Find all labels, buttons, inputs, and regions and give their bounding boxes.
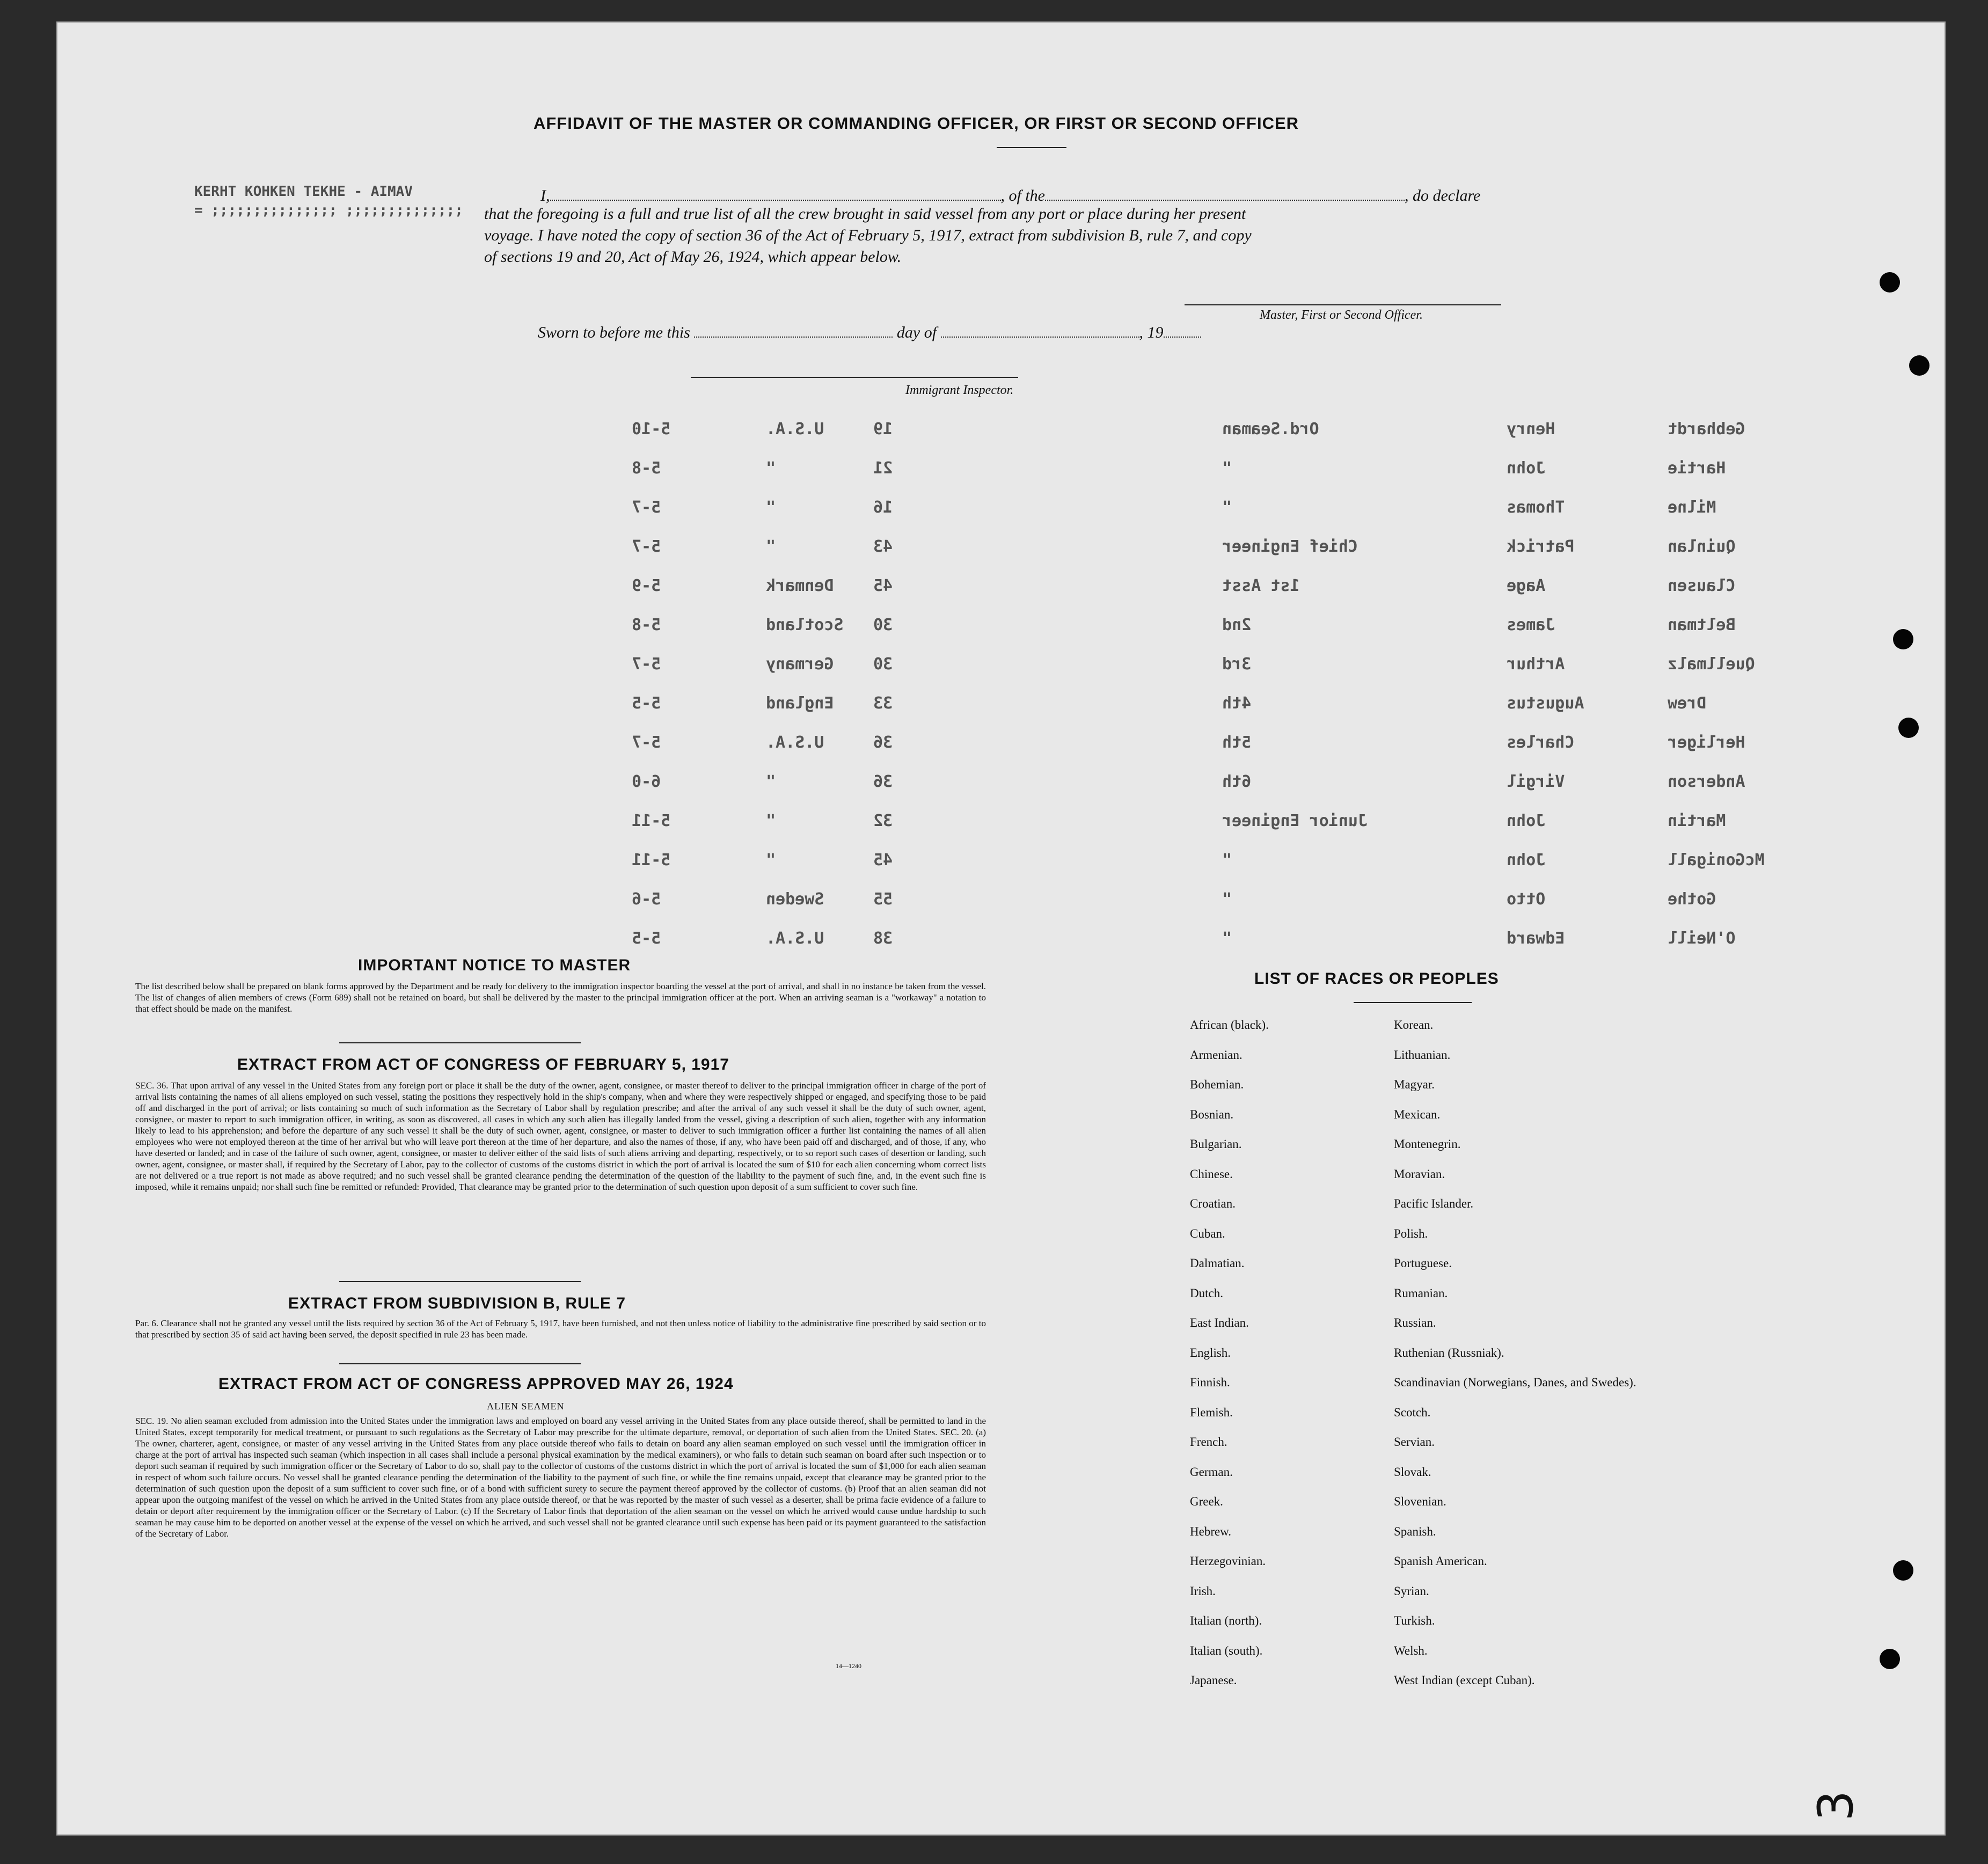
crew-cell-given: John	[1507, 851, 1546, 869]
crew-cell-position: "	[1222, 851, 1232, 869]
crew-cell-surname: Drew	[1668, 694, 1707, 713]
crew-cell-surname: Beltman	[1668, 616, 1736, 634]
race-item: Welsh.	[1394, 1643, 1428, 1657]
crew-cell-surname: McGonigall	[1668, 851, 1765, 869]
race-item: Turkish.	[1394, 1614, 1435, 1627]
crew-cell-age: 43	[873, 537, 893, 556]
crew-cell-surname: Quellmalz	[1668, 655, 1755, 674]
crew-cell-height: 6-0	[632, 772, 661, 791]
left-stamp-1: KERHT KOHKEN TEKHE - AIMAV	[194, 184, 413, 200]
crew-cell-age: 32	[873, 812, 893, 830]
race-item: Croatian.	[1190, 1197, 1236, 1210]
crew-cell-surname: Herliger	[1668, 733, 1745, 752]
crew-cell-age: 38	[873, 929, 893, 948]
crew-cell-height: 5-10	[632, 420, 671, 438]
race-item: Italian (north).	[1190, 1614, 1262, 1627]
extract-1924-heading: EXTRACT FROM ACT OF CONGRESS APPROVED MAY 26, 1924	[218, 1375, 734, 1393]
crew-list-bleedthrough	[57, 23, 1945, 1834]
crew-cell-age: 36	[873, 772, 893, 791]
affidavit-line3: voyage. I have noted the copy of section 36 of the Act of February 5, 1917, extract from subdivision B, rule 7, and copy	[484, 226, 1252, 244]
crew-cell-age: 36	[873, 733, 893, 752]
sworn-prefix: Sworn to before me this	[538, 324, 690, 341]
crew-cell-nationality: U.S.A.	[766, 420, 824, 438]
race-item: Polish.	[1394, 1226, 1428, 1240]
crew-cell-position: Ord.Seaman	[1222, 420, 1319, 438]
crew-cell-nationality: England	[766, 694, 834, 713]
crew-cell-given: John	[1507, 812, 1546, 830]
race-item: Bohemian.	[1190, 1078, 1244, 1091]
crew-cell-nationality: "	[766, 498, 776, 517]
race-item: Herzegovinian.	[1190, 1554, 1266, 1568]
crew-cell-given: Henry	[1507, 420, 1555, 438]
affidavit-declare: , do declare	[1405, 187, 1481, 204]
crew-cell-surname: Milne	[1668, 498, 1716, 517]
crew-cell-position: 3rd	[1222, 655, 1252, 674]
race-item: Portuguese.	[1394, 1256, 1452, 1270]
affidavit-i: I,	[540, 187, 550, 204]
race-item: Rumanian.	[1394, 1286, 1448, 1300]
form-number: 14—1240	[836, 1662, 861, 1670]
sworn-year: , 19	[1139, 324, 1164, 341]
extract-1924-subheading: ALIEN SEAMEN	[487, 1401, 565, 1412]
crew-cell-nationality: Sweden	[766, 890, 824, 909]
crew-cell-position: 4th	[1222, 694, 1252, 713]
crew-cell-nationality: U.S.A.	[766, 929, 824, 948]
race-item: Bulgarian.	[1190, 1137, 1242, 1151]
extract-1924-body: SEC. 19. No alien seaman excluded from admission into the United States under the immigration laws and employed on board any vessel arriving in the United States from any place outside thereof, shall be permitted to land in the United States, except temporarily for medical treatment, or pursuant to such regulations as the Secretary of Labor may prescribe for the ultimate departure, removal, or deportation of such alien from the United States. SEC. 20. (a) The owner, charterer, agent, consignee, or master of any vessel arriving in the United States from any place outside thereof who fails to detain on board any alien seaman employed on such vessel until the immigration officer in charge at the port of arrival has inspected such seaman (which inspection in all cases shall include a personal physical examination by the medical examiners), or who fails to detain such seaman on board after such inspection or to deport such seaman if required by such immigration officer or the Secretary of Labor to do so, shall pay to the collector of customs of the customs district in which the port of arrival is located the sum of $1,000 for each alien seaman in respect of whom such failure occurs. No vessel shall be granted clearance pending the determination of the liability to the payment of such fine, or while the fine remains unpaid, except that clearance may be granted prior to the determination of such question upon the deposit of a sum sufficient to cover such fine, or of a bond with sufficient surety to secure the payment thereof approved by the collector of customs. (b) Proof that an alien seaman did not appear upon the outgoing manifest of the vessel on which he arrived in the United States from any place outside thereof, or that he was reported by the master of such vessel as a deserter, shall be prima facie evidence of a failure to detain or deport after requirement by the immigration officer or the Secretary of Labor. (c) If the Secretary of Labor finds that deportation of the alien seaman on the vessel on which he arrived would cause undue hardship to such seaman he may cause him to be deported on another vessel at the expense of the vessel on which he arrived, and such vessel shall not be granted clearance until such expense has been paid or its payment guaranteed to the satisfaction of the Secretary of Labor.	[135, 1416, 986, 1539]
race-item: Magyar.	[1394, 1078, 1435, 1091]
crew-cell-position: "	[1222, 459, 1232, 478]
crew-cell-given: Virgil	[1507, 772, 1565, 791]
race-item: Slovenian.	[1394, 1495, 1446, 1508]
race-item: Greek.	[1190, 1495, 1223, 1508]
rule7-heading: EXTRACT FROM SUBDIVISION B, RULE 7	[288, 1295, 626, 1312]
crew-cell-position: 5th	[1222, 733, 1252, 752]
race-item: Armenian.	[1190, 1048, 1242, 1062]
crew-cell-given: John	[1507, 459, 1546, 478]
crew-cell-surname: O'Neill	[1668, 929, 1736, 948]
race-item: Scandinavian (Norwegians, Danes, and Swedes).	[1394, 1376, 1636, 1389]
punch-hole	[1898, 718, 1919, 738]
crew-cell-height: 5-11	[632, 851, 671, 869]
crew-cell-age: 45	[873, 576, 893, 595]
race-item: Flemish.	[1190, 1405, 1233, 1419]
crew-cell-given: Charles	[1507, 733, 1575, 752]
crew-cell-position: 2nd	[1222, 616, 1252, 634]
crew-cell-surname: Gothe	[1668, 890, 1716, 909]
crew-cell-nationality: "	[766, 459, 776, 478]
crew-cell-surname: Hartie	[1668, 459, 1726, 478]
race-item: Ruthenian (Russniak).	[1394, 1346, 1504, 1359]
crew-cell-surname: Martin	[1668, 812, 1726, 830]
crew-cell-height: 5-5	[632, 694, 661, 713]
race-item: English.	[1190, 1346, 1231, 1359]
crew-cell-surname: Gebhardt	[1668, 420, 1745, 438]
crew-cell-height: 5-5	[632, 929, 661, 948]
race-item: East Indian.	[1190, 1316, 1249, 1329]
crew-cell-nationality: "	[766, 537, 776, 556]
rule7-body: Par. 6. Clearance shall not be granted any vessel until the lists required by section 36 of the Act of February 5, 1917, have been furnished, and not then unless notice of liability to the administrative fine prescribed by said section or to that prescribed by section 35 of said act having been served, the deposit specified in rule 23 has been made.	[135, 1318, 986, 1340]
race-item: Servian.	[1394, 1435, 1435, 1449]
race-item: Syrian.	[1394, 1584, 1429, 1598]
race-item: Chinese.	[1190, 1167, 1233, 1181]
race-item: African (black).	[1190, 1018, 1269, 1032]
race-item: West Indian (except Cuban).	[1394, 1673, 1535, 1687]
left-stamp-2: = ;;;;;;;;;;;;;;; ;;;;;;;;;;;;;;	[194, 202, 463, 218]
crew-cell-nationality: "	[766, 772, 776, 791]
crew-cell-position: "	[1222, 929, 1232, 948]
extract-1917-body: SEC. 36. That upon arrival of any vessel in the United States from any foreign port or place it shall be the duty of the owner, agent, consignee, or master thereof to deliver to the principal immigration officer in charge of the port of arrival lists containing the names of all aliens employed on such vessel, stating the positions they respectively hold in the ship's company, when and where they were respectively shipped or engaged, and specifying those to be paid off and discharged in the port of arrival; or lists containing so much of such information as the Secretary of Labor shall by regulation prescribe; and after the arrival of any such vessel it shall be the duty of such owner, agent, consignee, or master to report to such immigration officer, in writing, as soon as discovered, all cases in which any such alien has illegally landed from the vessel, giving a description of such alien, together with any information likely to lead to his apprehension; and before the departure of any such vessel it shall be the duty of such owner, agent, consignee, or master to deliver to such immigration officer a further list containing the names of all alien employees who were not employed thereon at the time of her arrival but who will leave port thereon at the time of her departure, and also the names of those, if any, who have been paid off and discharged, and of those, if any, who have deserted or landed; and in case of the failure of such owner, agent, consignee, or master to deliver either of the said lists of such aliens arriving and departing, respectively, or to so report such cases of desertion or landing, such owner, agent, consignee, or master shall, if required by the Secretary of Labor, pay to the collector of customs of the customs district in which the port of arrival is located the sum of $10 for each alien concerning whom correct lists are not delivered or a true report is not made as above required; and no such vessel shall be granted clearance pending the determination of the question of the liability to the payment of such fine, and, in the event such fine is imposed, while it remains unpaid; nor shall such fine be remitted or refunded: Provided, That clearance may be granted prior to the determination of such question upon deposit of a sum sufficient to cover such fine.	[135, 1080, 986, 1192]
extract-1917-divider	[339, 1281, 581, 1282]
race-item: Bosnian.	[1190, 1107, 1234, 1121]
notice-heading: IMPORTANT NOTICE TO MASTER	[358, 956, 631, 974]
affidavit-line2: that the foregoing is a full and true list of all the crew brought in said vessel from any port or place during her present	[484, 205, 1246, 223]
crew-cell-position: Junior Engineer	[1222, 812, 1368, 830]
race-item: Spanish American.	[1394, 1554, 1487, 1568]
crew-cell-surname: Anderson	[1668, 772, 1745, 791]
crew-cell-nationality: Scotland	[766, 616, 844, 634]
crew-cell-position: "	[1222, 498, 1232, 517]
crew-cell-given: Thomas	[1507, 498, 1565, 517]
document-sheet	[56, 21, 1946, 1836]
race-item: Finnish.	[1190, 1376, 1230, 1389]
punch-hole	[1880, 1649, 1900, 1669]
page-mark: 3	[1808, 1790, 1865, 1822]
race-item: Moravian.	[1394, 1167, 1445, 1181]
race-item: Lithuanian.	[1394, 1048, 1451, 1062]
crew-cell-age: 19	[873, 420, 893, 438]
race-item: Hebrew.	[1190, 1524, 1232, 1538]
master-signature-label: Master, First or Second Officer.	[1260, 308, 1423, 322]
punch-hole	[1880, 272, 1900, 293]
notice-divider	[339, 1042, 581, 1043]
crew-cell-surname: Quinlan	[1668, 537, 1736, 556]
crew-cell-height: 5-7	[632, 537, 661, 556]
inspector-label: Immigrant Inspector.	[905, 383, 1014, 397]
race-item: Spanish.	[1394, 1524, 1436, 1538]
crew-cell-age: 16	[873, 498, 893, 517]
crew-cell-age: 55	[873, 890, 893, 909]
crew-cell-age: 21	[873, 459, 893, 478]
crew-cell-height: 5-8	[632, 459, 661, 478]
crew-cell-age: 33	[873, 694, 893, 713]
race-item: Irish.	[1190, 1584, 1216, 1598]
sworn-day-of: day of	[896, 324, 937, 341]
race-item: German.	[1190, 1465, 1233, 1479]
race-item: Montenegrin.	[1394, 1137, 1461, 1151]
races-heading: LIST OF RACES OR PEOPLES	[1254, 970, 1499, 988]
race-item: Cuban.	[1190, 1226, 1225, 1240]
rule7-divider	[339, 1363, 581, 1364]
punch-hole	[1893, 629, 1913, 649]
race-item: Russian.	[1394, 1316, 1436, 1329]
affidavit-title: AFFIDAVIT OF THE MASTER OR COMMANDING OFFICER, OR FIRST OR SECOND OFFICER	[533, 114, 1299, 133]
crew-cell-height: 5-11	[632, 812, 671, 830]
crew-cell-surname: Clausen	[1668, 576, 1736, 595]
punch-hole	[1909, 355, 1929, 376]
race-item: Mexican.	[1394, 1107, 1441, 1121]
crew-cell-nationality: Germany	[766, 655, 834, 674]
crew-cell-given: Otto	[1507, 890, 1546, 909]
crew-cell-given: James	[1507, 616, 1555, 634]
crew-cell-given: Augustus	[1507, 694, 1584, 713]
affidavit-of-the: , of the	[1000, 187, 1045, 204]
race-item: Korean.	[1394, 1018, 1434, 1032]
race-item: French.	[1190, 1435, 1227, 1449]
crew-cell-nationality: U.S.A.	[766, 733, 824, 752]
crew-cell-age: 30	[873, 655, 893, 674]
crew-cell-position: "	[1222, 890, 1232, 909]
punch-hole	[1893, 1560, 1913, 1581]
crew-cell-position: 6th	[1222, 772, 1252, 791]
races-divider	[1354, 1002, 1472, 1003]
crew-cell-given: Aage	[1507, 576, 1546, 595]
crew-cell-nationality: Denmark	[766, 576, 834, 595]
crew-cell-height: 5-6	[632, 890, 661, 909]
crew-cell-position: 1st Asst	[1222, 576, 1300, 595]
crew-cell-nationality: "	[766, 851, 776, 869]
notice-body: The list described below shall be prepared on blank forms approved by the Department and be ready for delivery to the immigration inspector boarding the vessel at the port of arrival, and shall in no instance be taken from the vessel. The list of changes of alien members of crews (Form 689) shall not be retained on board, but shall be delivered by the master to the principal immigration officer at the port. When an arriving seaman is a "workaway" a notation to that effect should be made on the manifest.	[135, 981, 986, 1014]
crew-cell-position: Chief Engineer	[1222, 537, 1358, 556]
race-item: Dalmatian.	[1190, 1256, 1245, 1270]
race-item: Scotch.	[1394, 1405, 1431, 1419]
race-item: Pacific Islander.	[1394, 1197, 1474, 1210]
crew-cell-height: 5-7	[632, 498, 661, 517]
crew-cell-height: 5-8	[632, 616, 661, 634]
races-left-column	[1190, 1018, 1383, 1704]
crew-cell-nationality: "	[766, 812, 776, 830]
races-right-column	[1394, 1018, 1641, 1704]
affidavit-line4: of sections 19 and 20, Act of May 26, 1924, which appear below.	[484, 248, 902, 266]
crew-cell-height: 5-7	[632, 733, 661, 752]
crew-cell-height: 5-9	[632, 576, 661, 595]
crew-cell-given: Patrick	[1507, 537, 1575, 556]
race-item: Dutch.	[1190, 1286, 1223, 1300]
race-item: Slovak.	[1394, 1465, 1431, 1479]
crew-cell-age: 30	[873, 616, 893, 634]
race-item: Italian (south).	[1190, 1643, 1263, 1657]
crew-cell-age: 45	[873, 851, 893, 869]
crew-cell-given: Edward	[1507, 929, 1565, 948]
crew-cell-height: 5-7	[632, 655, 661, 674]
crew-cell-given: Arthur	[1507, 655, 1565, 674]
race-item: Japanese.	[1190, 1673, 1237, 1687]
extract-1917-heading: EXTRACT FROM ACT OF CONGRESS OF FEBRUARY 5, 1917	[237, 1056, 729, 1073]
